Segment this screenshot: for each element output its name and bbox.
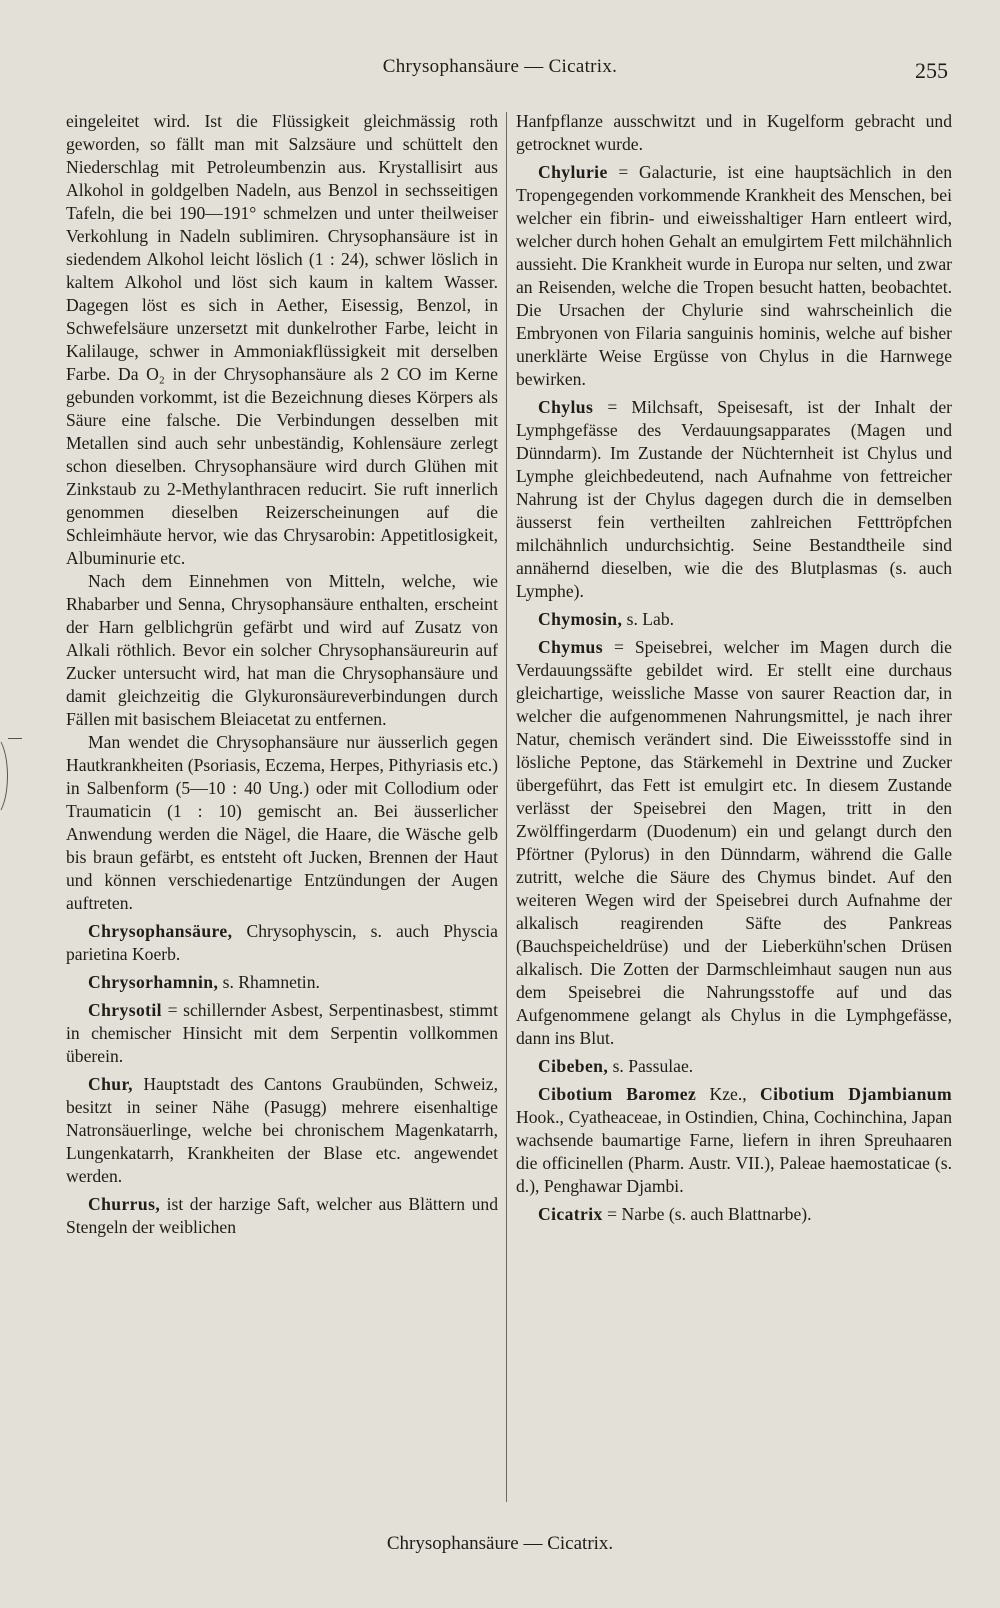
- paragraph: eingeleitet wird. Ist die Flüssigkeit gleichmässig roth geworden, so fällt man mit Salzsäure und schüttelt den Niederschlag mit Petroleumbenzin aus. Krystallisirt aus Alkohol in goldgelben Nadeln, aus Benzol in sechsseitigen Tafeln, die bei 190—191° schmelzen und unter theilweiser Verkohlung in Nadeln sublimiren. Chrysophansäure ist in siedendem Alkohol leicht löslich (1 : 24), schwer löslich in kaltem Alkohol und löst sich kaum in kaltem Wasser. Dagegen löst es sich in Aether, Eisessig, Benzol, in Schwefelsäure unzersetzt mit dunkelrother Farbe, leicht in Kalilauge, schwer in Ammoniakflüssigkeit mit derselben Farbe. Da O₂ in der Chrysophansäure als 2 CO im Kerne gebunden vorkommt, ist die Bezeichnung dieses Körpers als Säure eine falsche. Die Verbindungen desselben mit Metallen sind auch sehr unbeständig, Kohlensäure zerlegt schon dieselben. Chrysophansäure wird durch Glühen mit Zinkstaub zu 2-Methylanthracen reducirt. Sie ruft innerlich genommen dieselben Reizerscheinungen auf die Schleimhäute hervor, wie das Chrysarobin: Appetitlosigkeit, Albuminurie etc.: [66, 111, 498, 568]
- headword: Chymosin,: [538, 609, 623, 629]
- entry-chrysorhamnin: [66, 971, 498, 994]
- headword: Churrus,: [88, 1194, 161, 1214]
- entry-cicatrix: [516, 1203, 952, 1226]
- entry-text: = Galacturie, ist eine hauptsächlich in den Tropengegenden vorkommende Krankheit des Menschen, bei welcher ein fibrin- und eiweisshaltiger Harn entleert wird, welcher durch hohen Gehalt an emulgirtem Fett milchähnlich aussieht. Die Krankheit wurde in Europa nur selten, und zwar an Reisenden, welche die Tropen besucht hatten, beobachtet. Die Ursachen der Chylurie sind wahrscheinlich die Embryonen von Filaria sanguinis hominis, welche auf bisher unerklärte Weise Ergüsse von Chylus in die Harnwege bewirken.: [516, 162, 952, 389]
- entry-chylurie: [516, 161, 952, 391]
- entry-text: s. Passulae.: [608, 1056, 694, 1076]
- page-number: 255: [915, 58, 948, 83]
- right-column: [516, 110, 952, 1226]
- running-foot: Chrysophansäure — Cicatrix.: [386, 1533, 614, 1554]
- headword: Chrysorhamnin,: [88, 972, 219, 992]
- headword: Cibotium Baromez: [538, 1084, 697, 1104]
- headword: Chylus: [538, 397, 594, 417]
- headword: Chylurie: [538, 162, 608, 182]
- entry-text: ist der harzige Saft, welcher aus Blättern und Stengeln der weiblichen: [66, 1194, 498, 1237]
- entry-text: s. Rhamnetin.: [218, 972, 320, 992]
- headword: Chymus: [538, 637, 603, 657]
- headword: Cicatrix: [538, 1204, 603, 1224]
- entry-chrysotil: [66, 999, 498, 1068]
- entry-text: = schillernder Asbest, Serpentinasbest, stimmt in chemischer Hinsicht mit dem Serpentin vollkommen überein.: [66, 1000, 498, 1066]
- headword: Chur,: [88, 1074, 133, 1094]
- entry-cibeben: [516, 1055, 952, 1078]
- entry-text: Hook., Cyatheaceae, in Ostindien, China, Cochinchina, Japan wachsende baumartige Farne, liefern in ihren Spreuhaaren die officinellen (Pharm. Austr. VII.), Paleae haemostaticae (s. d.), Penghawar Djambi.: [516, 1107, 952, 1196]
- entry-chymus: [516, 636, 952, 1050]
- headword: Chrysophansäure,: [88, 921, 233, 941]
- column-divider: [506, 112, 507, 1502]
- headword: Cibeben,: [538, 1056, 609, 1076]
- entry-text: Kze.,: [696, 1084, 760, 1104]
- entry-text: = Speisebrei, welcher im Magen durch die Verdauungssäfte gebildet wird. Er stellt eine durchaus gleichartige, weissliche Masse von saurer Reaction dar, in welcher die aufgenommenen Nahrungsmittel, je nach ihrer Natur, chemisch verändert sind. Die Eiweissstoffe sind in lösliche Peptone, das Stärkemehl in Dextrine und Zucker übergeführt, das Fett ist emulgirt etc. In diesem Zustande verlässt der Speisebrei den Magen, tritt in den Zwölffingerdarm (Duodenum) ein und gelangt durch den Pförtner (Pylorus) in den Dünndarm, während die Galle zutritt, welche die Säure des Chymus bindet. Auf den weiteren Wegen wird der Speisebrei durch Aufnahme der alkalisch reagirenden Säfte des Pankreas (Bauchspeicheldrüse) und der Lieberkühn'schen Drüsen alkalisch. Die Zotten der Darmschleimhaut saugen nun aus dem Speisebrei die Nahrungsstoffe auf und das Aufgenommene gelangt als Chylus in die Lymphgefässe, dann ins Blut.: [516, 637, 952, 1048]
- entry-text: = Milchsaft, Speisesaft, ist der Inhalt der Lymphgefässe des Verdauungsapparates (Magen und Dünndarm). Im Zustande der Nüchternheit ist Chylus und Lymphe gleichbedeutend, nach Aufnahme von fettreicher Nahrung ist der Chylus dagegen durch die in demselben äusserst fein vertheilten zahlreichen Fetttröpfchen milchähnlich undurchsichtig. Seine Bestandtheile sind annähernd dieselben, wie die des Blutplasmas (s. auch Lymphe).: [516, 397, 952, 601]
- entry-text: s. Lab.: [622, 609, 675, 629]
- headword: Chrysotil: [88, 1000, 162, 1020]
- entry-chur: [66, 1073, 498, 1188]
- entry-text: Hauptstadt des Cantons Graubünden, Schweiz, besitzt in seiner Nähe (Pasugg) mehrere eisenhaltige Natronsäuerlinge, welche bei chronischem Magenkatarrh, Lungenkatarrh, Krankheiten der Blase etc. angewendet werden.: [66, 1074, 498, 1186]
- paragraph: Nach dem Einnehmen von Mitteln, welche, wie Rhabarber und Senna, Chrysophansäure enthalten, erscheint der Harn gelblichgrün gefärbt und wird auf Zusatz von Alkali röthlich. Bevor ein solcher Chrysophansäureurin auf Zucker untersucht wird, hat man die Chrysophansäure und damit gleichzeitig die Glykuronsäureverbindungen durch Fällen mit basischem Bleiacetat zu entfernen.: [66, 571, 498, 729]
- margin-tick-mark: [8, 738, 22, 739]
- entry-text: Chrysophyscin, s. auch Physcia parietina Koerb.: [66, 921, 498, 964]
- headword: Cibotium Djambianum: [760, 1084, 953, 1104]
- entry-chymosin: [516, 608, 952, 631]
- running-head: Chrysophansäure — Cicatrix.: [382, 56, 618, 77]
- entry-cibotium: [516, 1083, 952, 1198]
- margin-bracket-mark: [0, 735, 8, 817]
- entry-churrus: [66, 1193, 498, 1239]
- left-column: [66, 110, 498, 1239]
- paragraph: Man wendet die Chrysophansäure nur äusserlich gegen Hautkrankheiten (Psoriasis, Eczema, Herpes, Pithyriasis etc.) in Salbenform (5—10 : 40 Ung.) oder mit Collodium oder Traumaticin (1 : 10) gemischt an. Bei äusserlicher Anwendung werden die Nägel, die Haare, die Wäsche gelb bis braun gefärbt, es entsteht oft Jucken, Brennen der Haut und können verschiedenartige Entzündungen der Augen auftreten.: [66, 732, 498, 913]
- paragraph: Hanfpflanze ausschwitzt und in Kugelform gebracht und getrocknet wurde.: [516, 111, 952, 154]
- entry-chylus: [516, 396, 952, 603]
- entry-text: = Narbe (s. auch Blattnarbe).: [602, 1204, 812, 1224]
- entry-chrysophansaeure: [66, 920, 498, 966]
